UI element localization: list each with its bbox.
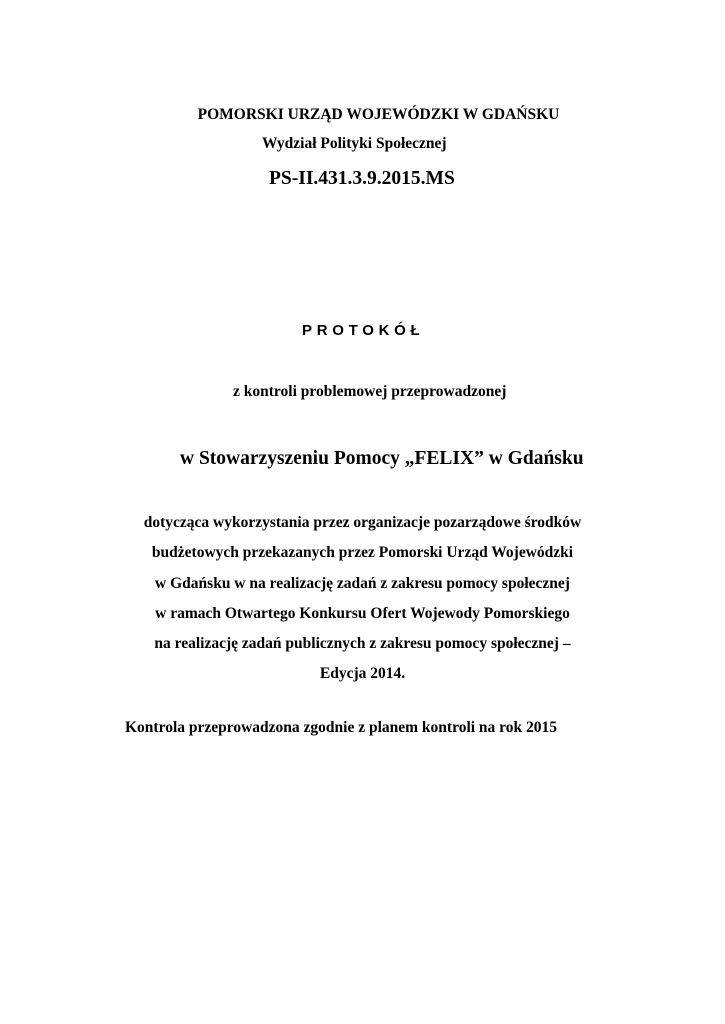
purpose-line: budżetowych przekazanych przez Pomorski Urząd Wojewódzki xyxy=(151,544,574,562)
document-subtitle: z kontroli problemowej przeprowadzonej xyxy=(233,383,507,400)
organization-name: POMORSKI URZĄD WOJEWÓDZKI W GDAŃSKU xyxy=(197,106,560,123)
document-title: PROTOKÓŁ xyxy=(302,322,425,339)
purpose-line: dotycząca wykorzystania przez organizacje pozarządowe środków xyxy=(143,514,582,531)
purpose-line: Edycja 2014. xyxy=(319,665,406,683)
reference-number: PS-II.431.3.9.2015.MS xyxy=(269,168,455,189)
controlled-entity: w Stowarzyszeniu Pomocy „FELIX” w Gdańsku xyxy=(180,448,584,469)
purpose-line: w Gdańsku w na realizację zadań z zakresu pomocy społecznej xyxy=(155,574,570,592)
department-name: Wydział Polityki Społecznej xyxy=(262,135,447,152)
control-purpose xyxy=(100,508,625,690)
purpose-line: na realizację zadań publicznych z zakresu pomocy społecznej – xyxy=(154,635,571,653)
purpose-line: w ramach Otwartego Konkursu Ofert Wojewody Pomorskiego xyxy=(155,604,570,622)
control-plan-note: Kontrola przeprowadzona zgodnie z planem kontroli na rok 2015 xyxy=(125,719,558,736)
